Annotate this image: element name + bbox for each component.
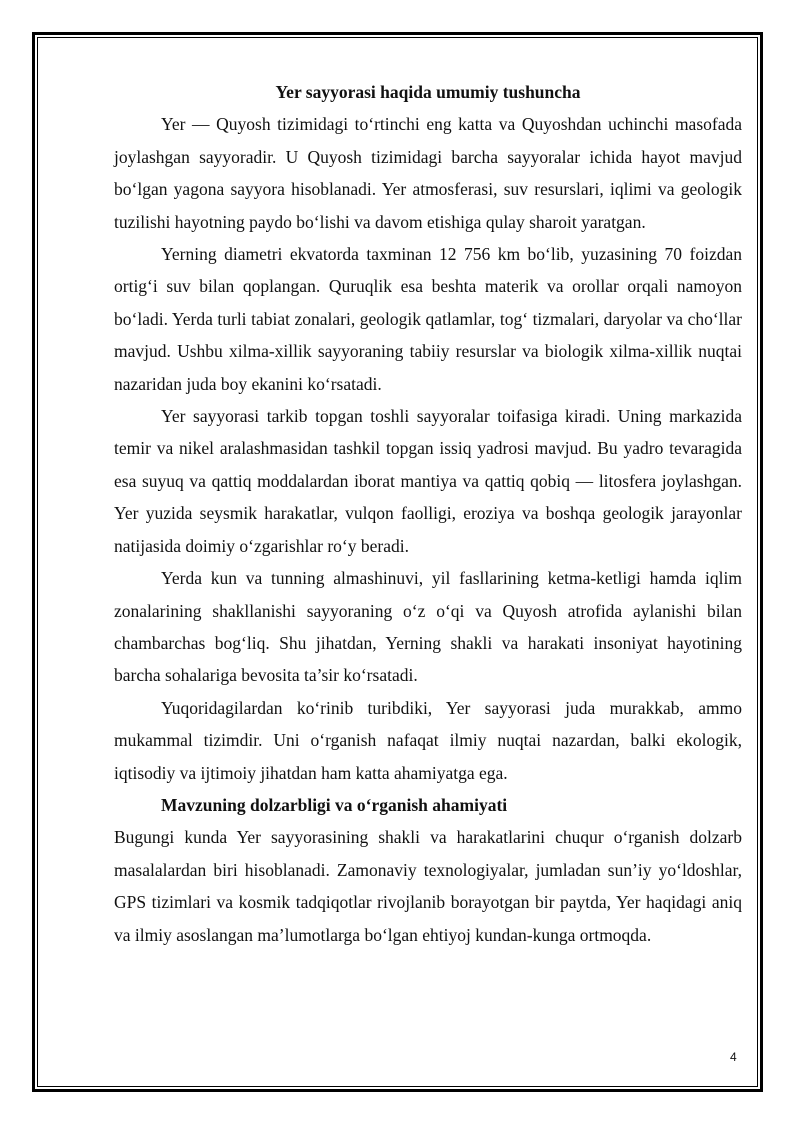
page-number: 4: [730, 1050, 737, 1064]
section-paragraph: Bugungi kunda Yer sayyorasining shakli va harakatlarini chuqur o‘rganish dolzarb masalalardan biri hisoblanadi. Zamonaviy texnologiyalar, jumladan sun’iy yo‘ldoshlar, GPS tizimlari va kosmik tadqiqotlar rivojlanib borayotgan bir paytda, Yer haqidagi aniq va ilmiy asoslangan ma’lumotlarga bo‘lgan ehtiyoj kundan-kunga ortmoqda.: [114, 827, 742, 945]
document-title: Yer sayyorasi haqida umumiy tushuncha: [275, 82, 581, 102]
section-heading: Mavzuning dolzarbligi va o‘rganish ahamiyati: [161, 794, 508, 815]
document-body: [114, 76, 742, 951]
paragraph-3: Yer sayyorasi tarkib topgan toshli sayyoralar toifasiga kiradi. Uning markazida temir va nikel aralashmasidan tashkil topgan issiq yadrosi mavjud. Bu yadro tevaragida esa suyuq va qattiq moddalardan iborat mantiya va qattiq qobiq — litosfera joylashgan. Yer yuzida seysmik harakatlar, vulqon faolligi, eroziya va boshqa geologik jarayonlar natijasida doimiy o‘zgarishlar ro‘y beradi.: [114, 406, 742, 556]
paragraph-1: Yer — Quyosh tizimidagi to‘rtinchi eng katta va Quyoshdan uchinchi masofada joylashgan sayyoradir. U Quyosh tizimidagi barcha sayyoralar ichida hayot mavjud bo‘lgan yagona sayyora hisoblanadi. Yer atmosferasi, suv resurslari, iqlimi va geologik tuzilishi hayotning paydo bo‘lishi va davom etishiga qulay sharoit yaratgan.: [114, 114, 742, 232]
paragraph-2: Yerning diametri ekvatorda taxminan 12 756 km bo‘lib, yuzasining 70 foizdan ortig‘i suv bilan qoplangan. Quruqlik esa beshta materik va orollar orqali namoyon bo‘ladi. Yerda turli tabiat zonalari, geologik qatlamlar, tog‘ tizmalari, daryolar va cho‘llar mavjud. Ushbu xilma-xillik sayyoraning tabiiy resurslar va biologik xilma-xillik nuqtai nazaridan juda boy ekanini ko‘rsatadi.: [114, 244, 742, 394]
paragraph-4: Yerda kun va tunning almashinuvi, yil fasllarining ketma-ketligi hamda iqlim zonalarining shakllanishi sayyoraning o‘z o‘qi va Quyosh atrofida aylanishi bilan chambarchas bog‘liq. Shu jihatdan, Yerning shakli va harakati insoniyat hayotining barcha sohalariga bevosita ta’sir ko‘rsatadi.: [114, 568, 742, 686]
paragraph-5: Yuqoridagilardan ko‘rinib turibdiki, Yer sayyorasi juda murakkab, ammo mukammal tizimdir. Uni o‘rganish nafaqat ilmiy nuqtai nazardan, balki ekologik, iqtisodiy va ijtimoiy jihatdan ham katta ahamiyatga ega.: [114, 697, 742, 783]
